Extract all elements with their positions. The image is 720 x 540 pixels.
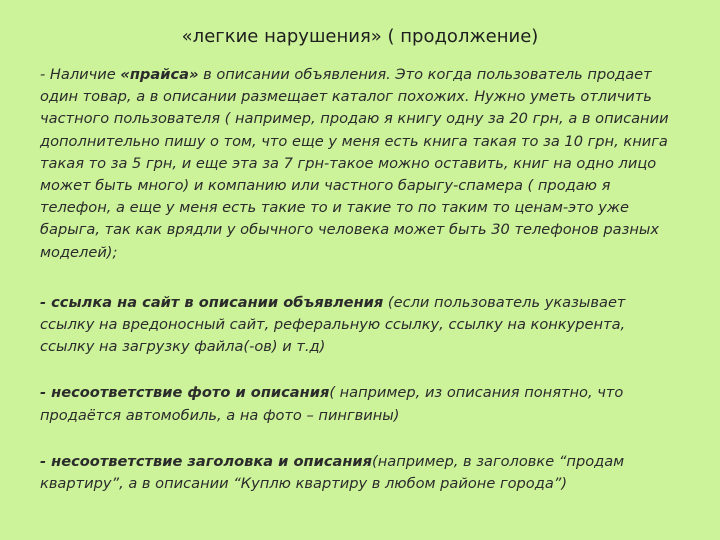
paragraph-text: ( например, из описания понятно, что продаётся автомобиль, а на фото – пингвины) [40, 384, 624, 424]
paragraph-text: в описании объявления. Это когда пользователь продает один товар, а в описании размещает каталог похожих. Нужно уметь отличить частного пользователя ( например, продаю я книгу одну за 20 грн, а в описании дополнительно пишу о том, что еще у меня есть книга такая то за 10 грн, книга такая то за 5 грн, и еще эта за 7 грн-такое можно оставить, книг на одно лицо может быть много) и компанию или частного барыгу-спамера ( продаю я телефон, а еще у меня есть такие то и такие то по таким то ценам-это уже барыга, так как врядли у обычного человека может быть 30 телефонов разных моделей); [40, 66, 669, 261]
paragraph-price-list [40, 64, 680, 264]
paragraph-keyword: - несоответствие заголовка и описания [40, 452, 373, 470]
paragraph-text: (например, в заголовке “продам квартиру”, а в описании “Куплю квартиру в любом районе города”) [40, 452, 625, 493]
paragraph-keyword: - несоответствие фото и описания [40, 384, 330, 402]
slide-title: «легкие нарушения» ( продолжение) [181, 26, 539, 47]
paragraph-keyword: - ссылка на сайт в описании объявления [40, 293, 384, 311]
paragraph-photo-mismatch [40, 382, 680, 426]
paragraph-keyword: «прайса» [120, 66, 199, 83]
spacer [40, 358, 680, 382]
paragraph-title-mismatch [40, 451, 680, 495]
spacer [40, 427, 680, 451]
paragraph-prefix: - Наличие [40, 66, 121, 83]
paragraph-link [40, 292, 680, 359]
spacer [40, 264, 680, 292]
paragraph-text: (если пользователь указывает ссылку на вредоносный сайт, реферальную ссылку, ссылку на конкурента, ссылку на загрузку файла(-ов) и т.д) [40, 293, 626, 356]
slide-body [40, 64, 680, 495]
